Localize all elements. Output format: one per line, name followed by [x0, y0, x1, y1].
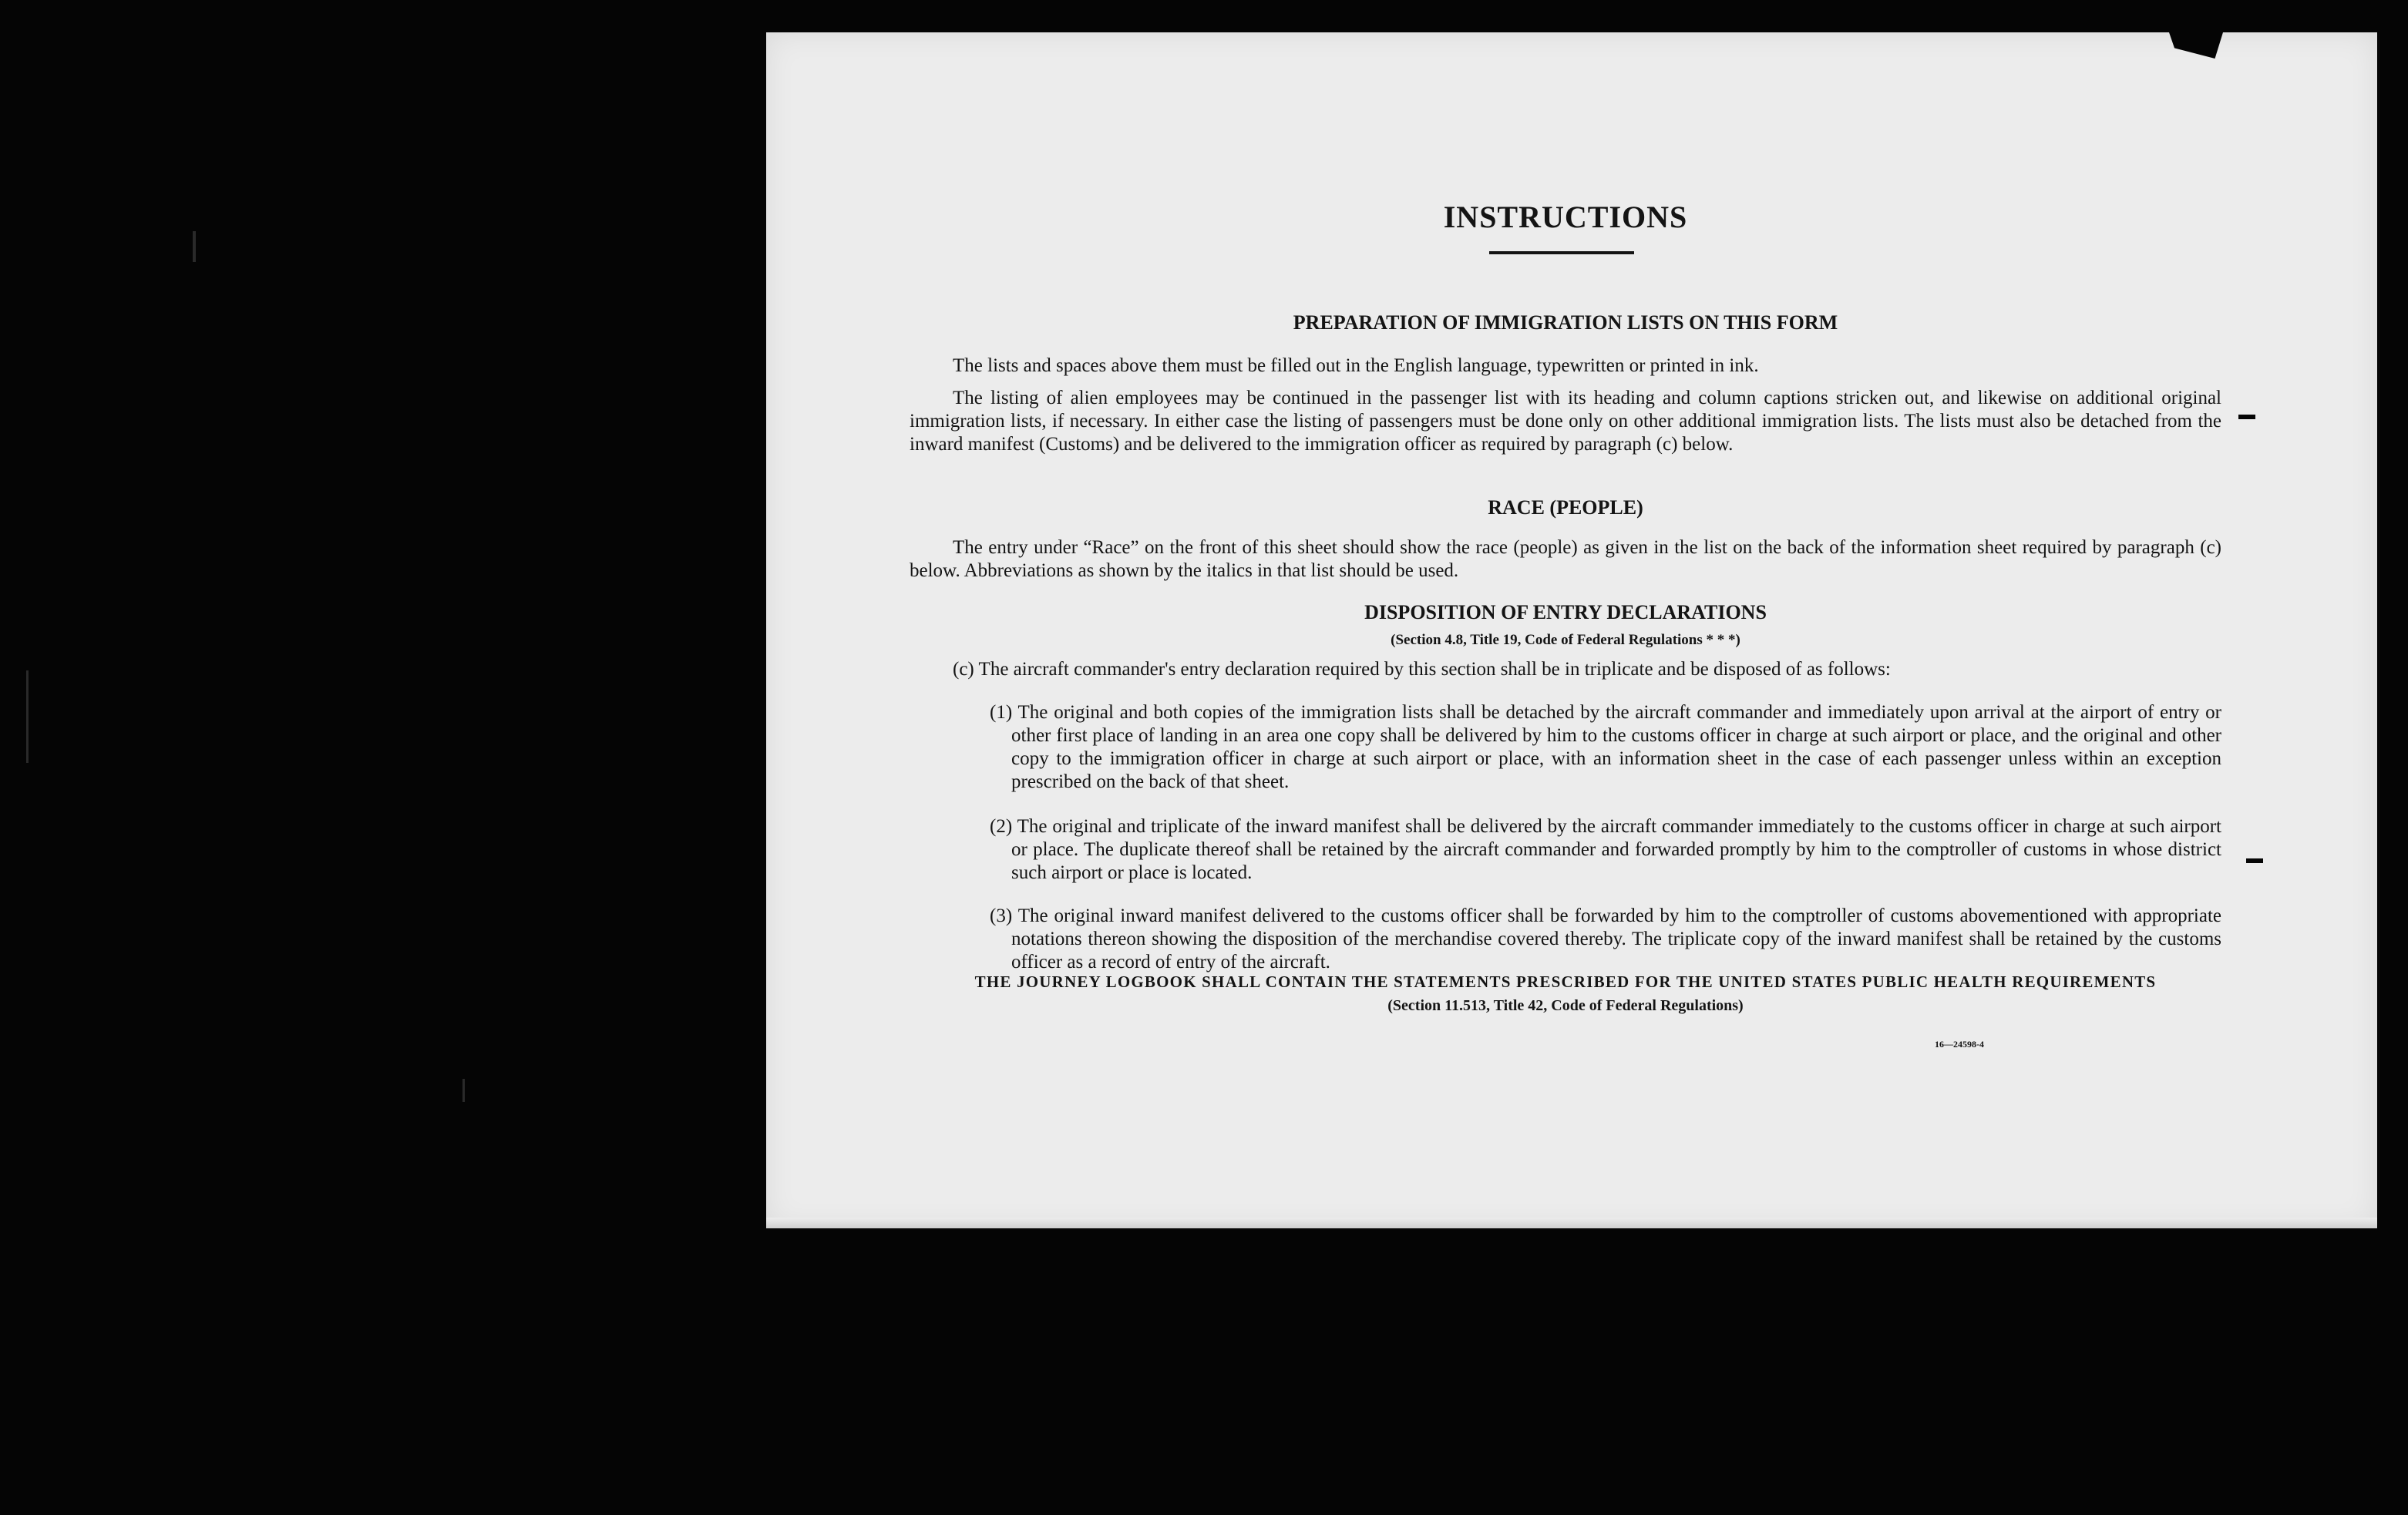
- preparation-paragraph-1: The lists and spaces above them must be filled out in the English language, typewritten or printed in ink.: [953, 355, 1759, 376]
- margin-mark: [2238, 415, 2255, 419]
- disposition-intro: (c) The aircraft commander's entry declaration required by this section shall be in triplicate and be disposed of as follows:: [953, 659, 1891, 680]
- disposition-heading: DISPOSITION OF ENTRY DECLARATIONS: [1364, 601, 1767, 623]
- item-text: The original inward manifest delivered to the customs officer shall be forwarded by him to the comptroller of customs abovementioned with appropriate notations thereon showing the disposition of the merchandise covered thereby. The triplicate copy of the inward manifest shall be retained by the customs officer as a record of entry of the aircraft.: [1011, 905, 2221, 972]
- document-page: [766, 32, 2377, 1228]
- item-number: (2): [990, 816, 1013, 837]
- scan-dust-mark: [193, 231, 196, 262]
- item-number: (3): [990, 905, 1013, 926]
- torn-corner: [2169, 32, 2223, 59]
- race-heading: RACE (PEOPLE): [1488, 496, 1643, 519]
- form-number: 16—24598-4: [1935, 1039, 1984, 1050]
- disposition-item-2: [990, 815, 2221, 885]
- disposition-citation: (Section 4.8, Title 19, Code of Federal Regulations * * *): [1391, 632, 1740, 648]
- logbook-citation: (Section 11.513, Title 42, Code of Federal Regulations): [1387, 997, 1744, 1014]
- title-underline: [1489, 251, 1634, 254]
- item-text: The original and triplicate of the inward manifest shall be delivered by the aircraft commander immediately to the customs officer in charge at such airport or place. The duplicate thereof shall be retained by the aircraft commander and forwarded promptly by him to the comptroller of customs in whose district such airport or place is located.: [1011, 816, 2221, 883]
- logbook-statement: THE JOURNEY LOGBOOK SHALL CONTAIN THE STATEMENTS PRESCRIBED FOR THE UNITED STATES PUBLIC HEALTH REQUIREMENTS: [974, 972, 2157, 991]
- item-text: The original and both copies of the immigration lists shall be detached by the aircraft commander and immediately upon arrival at the airport of entry or other first place of landing in an area one copy shall be delivered by him to the customs officer in charge at such airport or place, and the original and other copy to the immigration officer in charge at such airport or place, with an information sheet in the case of each passenger unless within an exception prescribed on the back of that sheet.: [1011, 702, 2221, 792]
- disposition-item-1: [990, 701, 2221, 794]
- race-paragraph: The entry under “Race” on the front of this sheet should show the race (people) as given in the list on the back of the information sheet required by paragraph (c) below. Abbreviations as shown by the italics in that list should be used.: [910, 537, 2221, 581]
- preparation-heading: PREPARATION OF IMMIGRATION LISTS ON THIS FORM: [1293, 311, 1838, 334]
- disposition-item-3: [990, 905, 2221, 974]
- margin-mark: [2246, 858, 2263, 863]
- item-number: (1): [990, 702, 1013, 723]
- scan-dust-mark: [462, 1079, 465, 1102]
- preparation-paragraph-2: The listing of alien employees may be continued in the passenger list with its heading and column captions stricken out, and likewise on additional original immigration lists, if necessary. In either case the listing of passengers must be done only on other additional immigration lists. The lists must also be detached from the inward manifest (Customs) and be delivered to the immigration officer as required by paragraph (c) below.: [910, 388, 2221, 455]
- scan-dust-mark: [26, 670, 29, 763]
- page-bottom-edge: [766, 1218, 2377, 1228]
- page-title: INSTRUCTIONS: [1443, 200, 1688, 234]
